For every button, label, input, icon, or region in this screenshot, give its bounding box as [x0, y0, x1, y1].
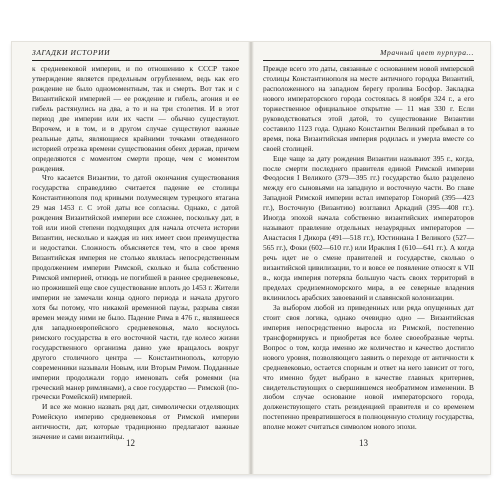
paragraph: к средневековой империи, и по отношению к СССР такое утверждение является предельным огрублением, ведь как его рождение не было одномоментным, так и смерть. Вот так и с Византийской империей — ее рождение и гибель, агония и ее гибель растянулись на два, а то и на три столетия. И в этот период две империи или их части — обычно существуют. Впрочем, и в том, и в другом случае существуют важные реальные даты, являющиеся крайними точками отведенного историей отрезка времени существования обеих держав, причем определяются с моментом смерти проще, чем с моментом рождения.	[32, 64, 239, 173]
page-body	[32, 64, 239, 442]
page-number: 13	[359, 438, 368, 448]
running-head: Мрачный цвет пурпура...	[263, 48, 474, 61]
open-book-spread	[12, 42, 490, 474]
left-page	[12, 42, 251, 474]
paragraph: Что касается Византии, то датой окончания существования государства справедливо считается падение ее столицы Константинополя под кривыми полумесяцем турецкого ятагана 29 мая 1453 г. С этой даты все согласны. Однако, с датой рождения Византийской империи все сложнее, поскольку дат, в той или иной степени подходящих для начала отсчета истории Византии, несколько и каждая из них имеет свои преимущества и недостатки. Сложность объясняется тем, что в свое время Византийская империя не столько являлась непосредственным продолжением империи Римской, сколько и была собственно Римской империей, отнюдь не погибшей в раннее средневековье, но прожившей еще свое существование вплоть до 1453 г. Жители империи не замечали конца одного периода и начала другого хотя бы потому, что никакой временной паузы, разрыва связи времен между ними не было. Падение Рима в 476 г., являвшееся для западноевропейского средневековья, мало коснулось римского государства в его восточной части, где колесо жизни государственного организма давно уже вращалось вокруг другого столичного центра — Константинополь, которую современники называли Новым, или Вторым Римом. Подданные империи продолжали гордо именовать себя ромеями (на греческий манер римлянами), а свое государство — Римской (по-гречески Ромейской) империей.	[32, 173, 239, 402]
running-head: ЗАГАДКИ ИСТОРИИ	[32, 48, 239, 61]
page-number: 12	[126, 438, 135, 448]
right-page	[251, 42, 490, 474]
paragraph: За выбором любой из приведенных или ряда опущенных дат стоит своя логика, однако очевидно одно — Византийская империя непосредственно выросла из Римской, постепенно трансформируясь и приобретая все более своеобразные черты. Вопрос о том, когда именно же количество и качество достигло нового уровня, позволяющего заявить о переходе от античности к средневековью, остается спорным и ответ на него зависит от того, что именно будет выбрано в качестве главных критериев, свидетельствующих о свершившемся необратимом изменении. В любом случае основание новой императорского города, долженствующего стать резиденцией правителя и со временем постепенно превратившегося в полноценную столицу государства, вполне может считаться символом нового эпохи.	[263, 302, 474, 432]
paragraph: Прежде всего это даты, связанные с основанием новой имперской столицы Константинополя на месте античного городка Византий, расположенного на западном берегу пролива Босфор. Закладка нового императорского города состоялась 8 ноября 324 г., а его торжественное официальное открытие — 11 мая 330 г. Если руководствоваться этой датой, то существование Византии составило 1123 года. Однако Константин Великий пребывал в то время, пока Византийская империя родилась и умерла вместе со своей столицей.	[263, 64, 474, 153]
paragraph: Еще чаще за дату рождения Византии называют 395 г., когда, после смерти последнего правителя единой Римской империи Феодосия I Великого (379—395 гг.) государство было разделено между его сыновьями на западную и восточную части. Во главе Западной Римской империи встал император Гонорий (395—423 гг.), Восточную (Византию) возглавил Аркадий (395—408 гг.). Иногда эпохой начала собственно византийских императоров называют правление отдельных незаурядных императоров — Анастасия I Дикора (491—518 гг.), Юстиниана I Великого (527—565 гг.), Фоки (602—610 гг.) или Ираклия I (610—641 гг.). А когда речь идет не о смене правителей и государстве, сколько о византийской цивилизации, то и вовсе ее появление относят к VII в., когда империя потеряла большую часть своих территорий в пределах средиземноморского мира, в ее северные владения вклинилось арабских завоеваний и славянской колонизации.	[263, 153, 474, 302]
page-body	[263, 64, 474, 432]
paragraph: И все же можно назвать ряд дат, символически отделяющих Ромейскую империю средневековья от Римской империи античности, дат, которые традиционно предлагают важные значение и сами византийцы.	[32, 402, 239, 442]
